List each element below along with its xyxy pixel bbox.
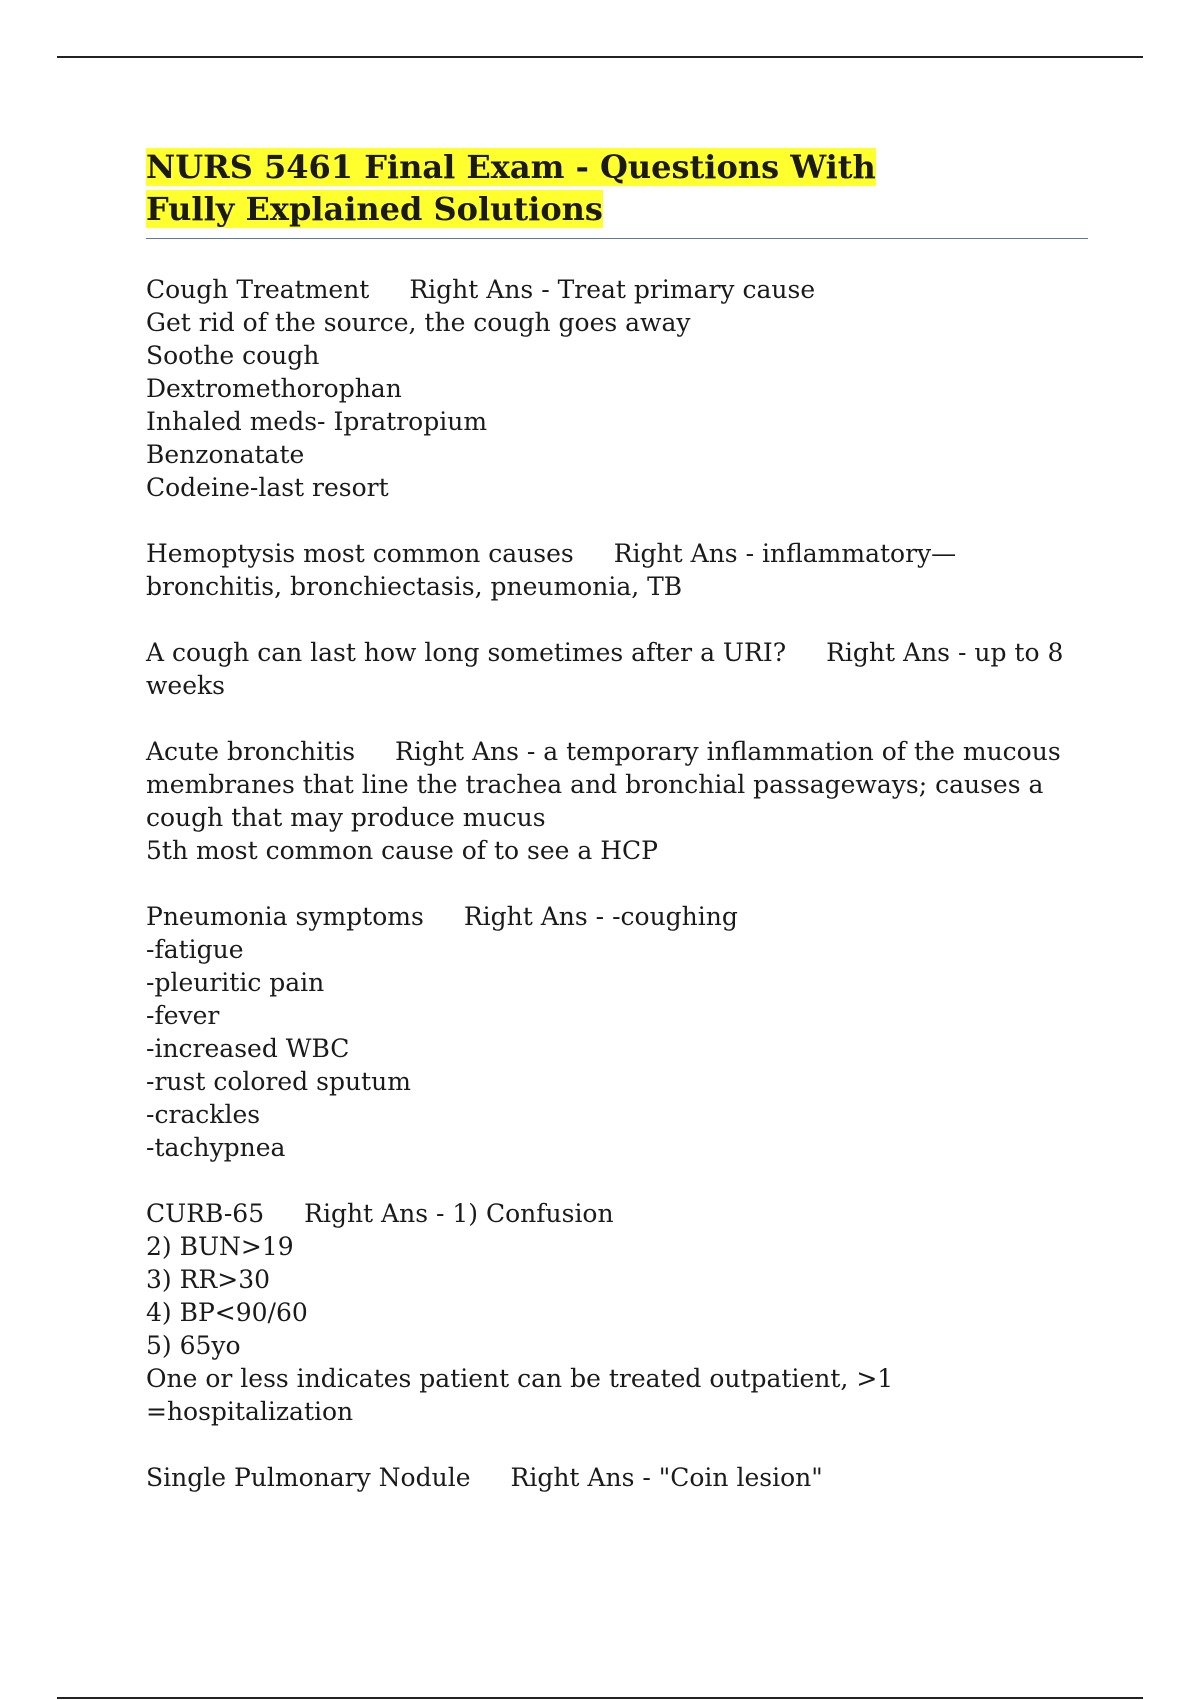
qa-answer: Right Ans - 1) Confusion (304, 1199, 614, 1228)
qa-extra-line: Benzonatate (146, 440, 305, 469)
qa-item-cough-duration (146, 636, 1088, 702)
qa-list (146, 273, 1088, 1494)
document-title (146, 146, 926, 230)
qa-heading-line (146, 900, 1088, 933)
qa-question: A cough can last how long sometimes after a URI? (146, 638, 787, 667)
qa-item-pneumonia-symptoms (146, 900, 1088, 1164)
qa-item-cough-treatment (146, 273, 1088, 504)
page-top-rule (57, 56, 1143, 58)
qa-extra-line: -pleuritic pain (146, 968, 325, 997)
qa-extra-line: -tachypnea (146, 1133, 286, 1162)
qa-extra-line: Inhaled meds- Ipratropium (146, 407, 488, 436)
qa-extra-line: Dextromethorophan (146, 374, 402, 403)
qa-answer: Right Ans - up to 8 weeks (146, 638, 1064, 700)
qa-extra-line: One or less indicates patient can be treated outpatient, >1 =hospitalization (146, 1364, 894, 1426)
qa-answer: Right Ans - "Coin lesion" (510, 1463, 823, 1492)
qa-answer: Right Ans - a temporary inflammation of the mucous membranes that line the trachea and bronchial passageways; causes a cough that may produce mucus (146, 737, 1061, 832)
qa-extra-line: Codeine-last resort (146, 473, 389, 502)
qa-extra-line: -increased WBC (146, 1034, 350, 1063)
qa-extra-line: 3) RR>30 (146, 1265, 271, 1294)
qa-extra-line: -rust colored sputum (146, 1067, 411, 1096)
qa-heading-line (146, 1461, 1088, 1494)
qa-extra-line: 5) 65yo (146, 1331, 241, 1360)
qa-heading-line (146, 273, 1088, 306)
qa-extra-line: -fatigue (146, 935, 244, 964)
page-bottom-rule (57, 1697, 1143, 1699)
qa-extra-line: 5th most common cause of to see a HCP (146, 836, 658, 865)
qa-item-single-pulmonary-nodule (146, 1461, 1088, 1494)
qa-extra-line: -fever (146, 1001, 220, 1030)
qa-extra-line: 2) BUN>19 (146, 1232, 294, 1261)
qa-answer: Right Ans - Treat primary cause (409, 275, 816, 304)
qa-question: CURB-65 (146, 1199, 265, 1228)
qa-extra-line: Soothe cough (146, 341, 320, 370)
qa-answer: Right Ans - inflammatory—bronchitis, bronchiectasis, pneumonia, TB (146, 539, 957, 601)
qa-heading-line (146, 737, 1061, 832)
qa-extra-line: 4) BP<90/60 (146, 1298, 308, 1327)
qa-extra-line: Get rid of the source, the cough goes away (146, 308, 691, 337)
qa-question: Single Pulmonary Nodule (146, 1463, 471, 1492)
qa-heading-line (146, 1197, 1088, 1230)
qa-question: Acute bronchitis (146, 737, 356, 766)
qa-item-acute-bronchitis (146, 735, 1088, 867)
qa-extra-line: -crackles (146, 1100, 261, 1129)
qa-heading-line (146, 636, 1088, 702)
qa-question: Cough Treatment (146, 275, 370, 304)
qa-item-hemoptysis (146, 537, 1088, 603)
document-body (146, 146, 1088, 1527)
qa-answer: Right Ans - -coughing (463, 902, 738, 931)
qa-question: Hemoptysis most common causes (146, 539, 574, 568)
qa-item-curb-65 (146, 1197, 1088, 1428)
title-underline (146, 238, 1088, 239)
qa-heading-line (146, 539, 956, 601)
document-title-text: NURS 5461 Final Exam - Questions With Fully Explained Solutions (146, 148, 876, 228)
qa-question: Pneumonia symptoms (146, 902, 424, 931)
